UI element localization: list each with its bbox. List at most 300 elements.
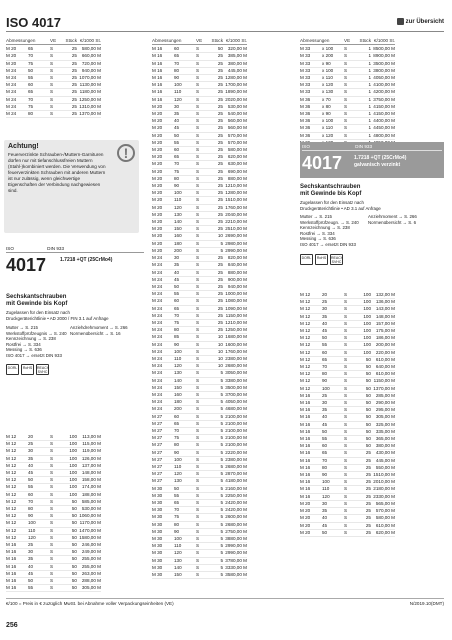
table-row [300, 306, 395, 313]
table-cell: 70 [322, 364, 328, 370]
table-cell: 30 [322, 400, 328, 406]
table-cell: S [196, 536, 200, 542]
table-cell: 1510,00 M [225, 197, 247, 203]
table-cell: 70 [174, 60, 180, 66]
table-cell: M 33 [300, 46, 311, 52]
table-cell: 100 [363, 328, 371, 334]
table-cell: 60 [174, 147, 180, 153]
table-cell: 60 [322, 349, 328, 355]
table-cell: S [196, 500, 200, 505]
table-cell: M 24 [152, 363, 163, 369]
page-link[interactable]: Werkstoffprüfzeugnis → S. 240 [6, 330, 67, 336]
table-cell: 50 [71, 527, 77, 533]
table-row [152, 334, 247, 341]
table-cell: 5 [220, 406, 223, 412]
table-cell: M 12 [300, 299, 311, 305]
table-cell: 263,00 M [81, 570, 101, 576]
table-cell: x 70 [322, 96, 331, 102]
table-cell: M 20 [152, 240, 163, 246]
page-link[interactable]: Messing → S. 636 [300, 236, 336, 242]
table-cell: 25 [71, 111, 77, 117]
table-cell: M 33 [300, 53, 311, 59]
table-cell: 25 [217, 219, 223, 225]
page-link[interactable]: Mutter → S. 215 [300, 214, 332, 219]
table-cell: 1 [368, 60, 371, 66]
table-cell: S [344, 306, 348, 312]
table-cell: S [196, 60, 200, 66]
table-row [152, 522, 247, 529]
table-cell: 85 [174, 334, 180, 340]
table-cell: M 27 [152, 471, 163, 477]
table-cell: 148,00 M [375, 313, 395, 319]
table-cell: M 16 [300, 472, 311, 478]
table-row [300, 523, 395, 530]
table-cell: 70 [322, 457, 328, 463]
table-cell: S [196, 262, 200, 268]
table-cell: 136,00 M [375, 299, 395, 305]
table-cell: 1580,00 M [79, 534, 101, 540]
table-cell: 50 [71, 520, 77, 526]
table-cell: S [50, 60, 54, 66]
table-cell: S [196, 175, 200, 181]
table-cell: 940,00 M [81, 67, 101, 73]
table-cell: 50 [365, 428, 371, 434]
page-link[interactable]: Mutter → S. 215 [6, 325, 38, 330]
page-link[interactable]: Messing → S. 636 [6, 347, 42, 353]
table-cell: 90 [174, 75, 180, 81]
table-cell: S [196, 204, 200, 210]
table-col1-top [6, 38, 101, 118]
table-cell: 1 [368, 75, 371, 81]
table-cell: S [196, 471, 200, 477]
table-cell: 380,00 M [375, 443, 395, 449]
table-cell: S [344, 89, 348, 95]
table-row [152, 255, 247, 262]
page-link[interactable]: Anziehmoment → S. 266 [368, 214, 417, 219]
table-cell: M 12 [6, 498, 17, 504]
page-link[interactable]: Normenübersicht → S. 16 [70, 330, 121, 336]
table-cell: 75 [174, 168, 180, 174]
table-cell: 25 [217, 262, 223, 268]
table-cell: S [196, 211, 200, 217]
table-row [152, 543, 247, 550]
table-cell: 30 [322, 500, 328, 506]
table-row [300, 335, 395, 342]
table-cell: M 24 [6, 103, 17, 109]
table-cell: 2040,00 M [225, 211, 247, 217]
table-cell: M 27 [152, 478, 163, 484]
table-cell: 25 [365, 464, 371, 470]
table-cell: M 16 [6, 549, 17, 555]
table-cell: S [196, 161, 200, 167]
table-row [6, 434, 101, 441]
page-link[interactable]: ISO 4017 → ersetzt DIN 933 [300, 241, 356, 247]
table-cell: M 36 [300, 125, 311, 131]
table-cell: 50 [217, 46, 223, 52]
overview-link[interactable] [397, 18, 444, 25]
table-cell: M 20 [152, 103, 163, 109]
table-cell: 188,00 M [81, 491, 101, 497]
page-link[interactable]: Normenübersicht → S. 6 [368, 219, 417, 225]
table-cell: 5 [220, 564, 223, 570]
table-row [300, 429, 395, 436]
table-cell: 70 [28, 498, 34, 504]
table-cell: M 12 [6, 455, 17, 461]
table-cell: 25 [365, 486, 371, 492]
table-row [152, 241, 247, 248]
table-cell: M 16 [300, 400, 311, 406]
table-row [6, 477, 101, 484]
table-cell: S [344, 349, 348, 355]
table-cell: 120 [28, 534, 36, 540]
table-cell: 25 [217, 168, 223, 174]
table-cell: S [196, 197, 200, 203]
table-cell: 5 [220, 463, 223, 469]
table-cell: M 16 [300, 414, 311, 420]
table-cell: S [344, 378, 348, 384]
table-cell: 40 [28, 462, 34, 468]
table-row [300, 436, 395, 443]
table-cell: S [344, 46, 348, 52]
table-cell: 5 [220, 456, 223, 462]
table-cell: 110 [174, 197, 182, 203]
table-cell: 25 [217, 125, 223, 131]
page-link[interactable]: Rostfrei → S. 334 [300, 230, 335, 236]
page-link[interactable]: Werkstoffprüfzeugn. → S. 240 [300, 219, 359, 225]
table-row [152, 435, 247, 442]
table-cell: 100 [28, 520, 36, 526]
table-cell: 70 [28, 53, 34, 59]
table-cell: S [344, 464, 348, 470]
table-cell: S [50, 470, 54, 476]
table-row [6, 549, 101, 556]
table-cell: 1 [368, 89, 371, 95]
table-cell: 10 [217, 348, 223, 354]
table-cell: 25 [71, 96, 77, 102]
table-cell: 3380,00 M [225, 377, 247, 383]
table-cell: M 24 [152, 384, 163, 390]
table-cell: M 36 [300, 103, 311, 109]
table-cell: M 20 [300, 515, 311, 521]
table-row [152, 176, 247, 183]
column-header: Stück [65, 38, 77, 43]
table-cell: S [50, 498, 54, 504]
table-cell: 1280,00 M [225, 190, 247, 196]
table-row [152, 486, 247, 493]
table-cell: 295,00 M [375, 407, 395, 413]
table-cell: 880,00 M [227, 175, 247, 181]
table-cell: M 12 [300, 349, 311, 355]
table-cell: 75 [28, 103, 34, 109]
table-row [300, 82, 395, 89]
table-cell: 565,00 M [375, 500, 395, 506]
table-cell: M 12 [6, 477, 17, 483]
table-cell: 70 [174, 161, 180, 167]
table-cell: 100 [69, 484, 77, 490]
table-row [152, 500, 247, 507]
table-cell: S [196, 557, 200, 563]
table-header [6, 38, 101, 45]
table-cell: 100 [363, 292, 371, 297]
table-cell: M 27 [152, 442, 163, 448]
table-row [300, 393, 395, 400]
table-cell: 570,00 M [375, 508, 395, 514]
table-cell: M 12 [6, 506, 17, 512]
table-cell: 50 [365, 436, 371, 442]
page-link[interactable]: Anziehdrehmoment → S. 266 [70, 325, 128, 330]
table-row [152, 46, 247, 53]
table-cell: 140 [174, 377, 182, 383]
table-cell: S [196, 46, 200, 52]
table-cell: S [196, 53, 200, 59]
table-cell: 10 [217, 341, 223, 347]
table-cell: 2600,00 M [225, 514, 247, 520]
table-row [300, 364, 395, 371]
table-cell: 180 [174, 399, 182, 405]
column-header: VE [344, 38, 351, 43]
table-cell: 5 [220, 435, 223, 441]
table-cell: S [344, 342, 348, 348]
table-cell: M 20 [152, 219, 163, 225]
table-cell: 50 [365, 414, 371, 420]
table-cell: 150 [174, 226, 182, 232]
table-cell: M 20 [152, 226, 163, 232]
product-block-1 [6, 246, 144, 286]
table-cell: M 36 [300, 111, 311, 117]
table-row [152, 118, 247, 125]
table-row [152, 442, 247, 449]
table-row [300, 68, 395, 75]
table-cell: 2980,00 M [225, 240, 247, 246]
table-cell: 4400,00 M [373, 118, 395, 124]
table-cell: 60 [322, 443, 328, 449]
table-cell: 35 [322, 508, 328, 514]
table-cell: 25 [365, 479, 371, 485]
table-cell: 140 [174, 219, 182, 225]
table-cell: 80 [322, 371, 328, 377]
table-cell: S [196, 492, 200, 498]
table-cell: M 36 [300, 96, 311, 102]
table-row [152, 248, 247, 255]
table-cell: M 20 [152, 125, 163, 131]
table-cell: M 12 [300, 328, 311, 334]
table-cell: 5 [220, 427, 223, 433]
table-cell: 2680,00 M [225, 363, 247, 369]
table-cell: 1 [368, 103, 371, 109]
table-row [6, 520, 101, 527]
table-cell: 5 [220, 478, 223, 484]
table-cell: M 12 [300, 335, 311, 341]
product-material-2: 1.7218 +QT (25CrMo4) [354, 155, 407, 161]
table-cell: 2250,00 M [225, 492, 247, 498]
table-header [300, 38, 395, 45]
table-cell: 65 [28, 46, 34, 52]
table-cell: 10 [217, 334, 223, 340]
table-row [152, 111, 247, 118]
table-cell: 35 [174, 111, 180, 117]
table-cell: x 110 [322, 125, 333, 131]
page-link[interactable]: Rostfrei → S. 334 [6, 341, 41, 347]
table-cell: 25 [217, 118, 223, 124]
table-cell: 45 [174, 125, 180, 131]
table-cell: 5 [220, 370, 223, 376]
table-cell: 5 [220, 507, 223, 513]
table-cell: S [344, 529, 348, 535]
table-cell: 50 [71, 513, 77, 519]
footer-rule [6, 598, 444, 599]
table-cell: S [50, 455, 54, 461]
arrow-icon [397, 18, 404, 25]
warning-note [4, 140, 139, 233]
table-cell: 70 [174, 312, 180, 318]
product-links-2r[interactable] [368, 214, 417, 225]
table-row [6, 492, 101, 499]
title-line1: Sechskantschrauben [6, 294, 67, 300]
table-cell: 1760,00 M [225, 348, 247, 354]
table-cell: 445,00 M [375, 457, 395, 463]
table-cell: M 20 [152, 247, 163, 253]
table-cell: 100 [69, 477, 77, 483]
table-cell: 820,00 M [227, 255, 247, 261]
table-cell: 25 [217, 305, 223, 311]
page-link[interactable]: ISO 4017 → ersetzt DIN 933 [6, 352, 62, 358]
table-cell: 1250,00 M [79, 96, 101, 102]
table-cell: 1 [368, 67, 371, 73]
table-cell: M 30 [152, 550, 163, 556]
table-cell: 55 [322, 436, 328, 442]
table-cell: 50 [174, 132, 180, 138]
table-cell: S [50, 53, 54, 59]
table-cell: 80 [174, 67, 180, 73]
table-cell: 90 [174, 528, 180, 534]
table-cell: S [344, 364, 348, 370]
table-cell: S [344, 457, 348, 463]
table-cell: 25 [71, 103, 77, 109]
table-cell: 4150,00 M [373, 111, 395, 117]
table-cell: S [196, 125, 200, 131]
table-cell: S [196, 67, 200, 73]
table-cell: M 30 [152, 536, 163, 542]
table-cell: 1760,00 M [225, 204, 247, 210]
table-row [300, 443, 395, 450]
table-cell: 30 [28, 448, 34, 454]
table-row [300, 133, 395, 140]
table-cell: S [50, 520, 54, 526]
table-col3-bottom [300, 292, 395, 537]
table-cell: M 16 [152, 53, 163, 59]
table-cell: M 12 [300, 371, 311, 377]
table-cell: 2990,00 M [225, 550, 247, 556]
table-row [300, 472, 395, 479]
table-cell: M 16 [152, 89, 163, 95]
page-link[interactable]: Kennzeichnung → S. 238 [300, 225, 350, 231]
table-cell: 120 [174, 471, 182, 477]
page-title: ISO 4017 [6, 15, 61, 30]
table-cell: 80 [322, 464, 328, 470]
table-cell: S [196, 132, 200, 138]
table-cell: 2870,00 M [225, 471, 247, 477]
table-cell: 2180,00 M [373, 486, 395, 492]
table-row [152, 277, 247, 284]
table-cell: 55 [28, 484, 34, 490]
table-row [152, 363, 247, 370]
table-cell: 120 [322, 493, 330, 499]
table-cell: 65 [174, 53, 180, 59]
table-cell: M 33 [300, 75, 311, 81]
table-cell: S [344, 515, 348, 521]
table-row [300, 342, 395, 349]
page-number: 256 [6, 622, 18, 629]
table-cell: M 20 [6, 46, 17, 52]
table-cell: S [50, 484, 54, 490]
table-cell: S [50, 67, 54, 73]
table-cell: M 12 [300, 306, 311, 312]
table-row [152, 147, 247, 154]
table-row [300, 53, 395, 60]
table-cell: S [196, 89, 200, 95]
table-cell: M 16 [300, 464, 311, 470]
table-cell: 610,00 M [375, 522, 395, 528]
table-cell: M 36 [300, 118, 311, 124]
table-cell: S [196, 118, 200, 124]
table-cell: 25 [365, 508, 371, 514]
table-cell: M 20 [6, 53, 17, 59]
table-cell: 132,00 M [375, 292, 395, 297]
page-link[interactable]: Kennzeichnung → S. 238 [6, 336, 56, 342]
table-cell: 50 [174, 485, 180, 491]
table-row [152, 68, 247, 75]
table-cell: M 27 [152, 427, 163, 433]
table-cell: 530,00 M [81, 506, 101, 512]
table-cell: 119,00 M [82, 448, 101, 454]
table-cell: 50 [71, 498, 77, 504]
table-cell: 50 [71, 563, 77, 569]
table-cell: 10 [217, 363, 223, 369]
table-cell: S [344, 450, 348, 456]
table-cell: M 30 [152, 543, 163, 549]
table-cell: 1890,00 M [225, 89, 247, 95]
table-cell: S [196, 370, 200, 376]
table-cell: 40 [322, 414, 328, 420]
table-cell: 45 [322, 328, 328, 334]
footer-note: €/100 = Preis in € zuzüglich MwSt. bei Abnahme voller Verpackungseinheiten (VE) [6, 601, 174, 606]
product-sub-2 [300, 200, 381, 211]
table-cell: 25 [217, 298, 223, 304]
table-cell: S [196, 341, 200, 347]
table-cell: 65 [174, 305, 180, 311]
table-cell: 50 [71, 534, 77, 540]
table-row [152, 205, 247, 212]
table-row [152, 550, 247, 557]
table-cell: 60 [174, 413, 180, 419]
table-cell: x 90 [322, 111, 331, 117]
table-cell: 70 [174, 427, 180, 433]
table-cell: M 12 [6, 470, 17, 476]
table-cell: 5 [220, 449, 223, 455]
table-cell: 50 [322, 529, 328, 535]
product-links-1r[interactable] [70, 325, 128, 336]
table-col3-top [300, 38, 395, 147]
table-cell: 80 [174, 175, 180, 181]
table-cell: 4180,00 M [225, 478, 247, 484]
product-links-2[interactable] [300, 214, 359, 248]
table-cell: M 33 [300, 60, 311, 66]
product-links-1[interactable] [6, 325, 67, 359]
table-cell: S [344, 356, 348, 362]
table-cell: 30 [174, 103, 180, 109]
table-cell: 1 [368, 118, 371, 124]
table-cell: 3500,00 M [225, 384, 247, 390]
